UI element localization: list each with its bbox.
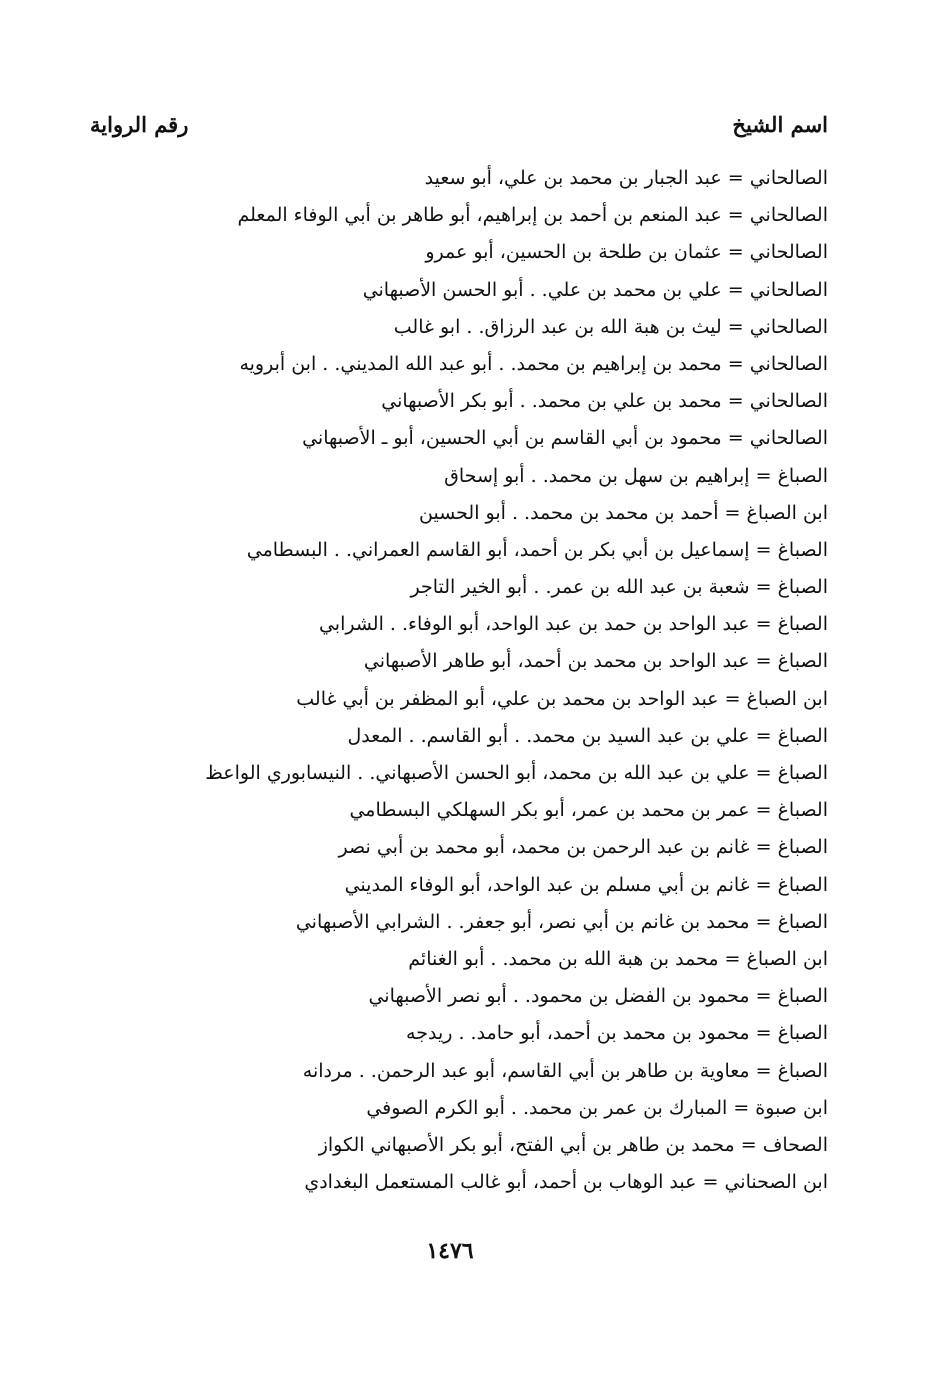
sheikh-entry: الصباغ = محمود بن محمد بن أحمد، أبو حامد. . ريدجه <box>406 1022 828 1045</box>
sheikh-entry: الصباغ = علي بن عبد السيد بن محمد. . أبو القاسم. . المعدل <box>347 724 828 747</box>
sheikh-entry: الصالحاني = علي بن محمد بن علي. . أبو الحسن الأصبهاني <box>362 278 828 301</box>
sheikh-entry: الصحاف = محمد بن طاهر بن أبي الفتح، أبو بكر الأصبهاني الكواز <box>318 1133 828 1156</box>
sheikh-entry: الصالحاني = محمود بن أبي القاسم بن أبي الحسين، أبو ـ الأصبهاني <box>302 427 828 450</box>
sheikh-entry: الصباغ = إبراهيم بن سهل بن محمد. . أبو إسحاق <box>444 464 828 487</box>
sheikh-entry: الصباغ = محمود بن الفضل بن محمود. . أبو نصر الأصبهاني <box>368 985 828 1008</box>
sheikh-entry: الصباغ = غانم بن عبد الرحمن بن محمد، أبو محمد بن أبي نصر <box>338 836 828 859</box>
sheikh-entry: الصالحاني = ليث بن هبة الله بن عبد الرزاق. . ابو غالب <box>393 315 828 338</box>
sheikh-entry: ابن الصباغ = أحمد بن محمد بن محمد. . أبو الحسين <box>419 501 828 524</box>
sheikh-entry: الصالحاني = محمد بن علي بن محمد. . أبو بكر الأصبهاني <box>381 390 828 413</box>
sheikh-entry: الصباغ = إسماعيل بن أبي بكر بن أحمد، أبو القاسم العمراني. . البسطامي <box>246 538 828 561</box>
sheikh-name-heading: اسم الشيخ <box>732 111 828 137</box>
sheikh-entry: الصباغ = عبد الواحد بن حمد بن عبد الواحد، أبو الوفاء. . الشرابي <box>318 613 828 636</box>
sheikh-entry: الصباغ = علي بن عبد الله بن محمد، أبو الحسن الأصبهاني. . النيسابوري الواعظ <box>205 762 828 784</box>
sheikh-entry: الصالحاني = عبد المنعم بن أحمد بن إبراهيم، أبو طاهر بن أبي الوفاء المعلم <box>237 204 828 227</box>
sheikh-entry: ابن الصباغ = محمد بن هبة الله بن محمد. . أبو الغنائم <box>408 947 828 970</box>
column-header <box>90 104 828 144</box>
sheikh-entry: الصباغ = معاوية بن طاهر بن أبي القاسم، أبو عبد الرحمن. . مردانه <box>302 1059 828 1082</box>
sheikh-entry: ابن الصحناني = عبد الوهاب بن أحمد، أبو غالب المستعمل البغدادي <box>304 1171 828 1194</box>
sheikh-entry: الصالحاني = عثمان بن طلحة بن الحسين، أبو عمرو <box>425 241 828 264</box>
narration-number-heading: رقم الرواية <box>90 111 189 137</box>
sheikh-entry: الصباغ = عبد الواحد بن محمد بن أحمد، أبو طاهر الأصبهاني <box>363 650 828 673</box>
page-number: ١٤٧٦ <box>426 1238 474 1264</box>
sheikh-entry: الصباغ = شعبة بن عبد الله بن عمر. . أبو الخير التاجر <box>410 576 828 599</box>
sheikh-entry: الصباغ = عمر بن محمد بن عمر، أبو بكر السهلكي البسطامي <box>349 799 828 822</box>
sheikh-entry: الصباغ = محمد بن غانم بن أبي نصر، أبو جعفر. . الشرابي الأصبهاني <box>295 910 828 933</box>
sheikh-entry: الصباغ = غانم بن أبي مسلم بن عبد الواحد، أبو الوفاء المديني <box>344 873 828 896</box>
sheikh-entry-list <box>108 160 828 1201</box>
sheikh-entry: الصالحاني = عبد الجبار بن محمد بن علي، أبو سعيد <box>424 167 828 189</box>
sheikh-entry: الصالحاني = محمد بن إبراهيم بن محمد. . أبو عبد الله المديني. . ابن أبرويه <box>239 352 828 375</box>
sheikh-entry: ابن الصباغ = عبد الواحد بن محمد بن علي، أبو المظفر بن أبي غالب <box>296 687 828 710</box>
sheikh-entry: ابن صبوة = المبارك بن عمر بن محمد. . أبو الكرم الصوفي <box>366 1096 828 1119</box>
